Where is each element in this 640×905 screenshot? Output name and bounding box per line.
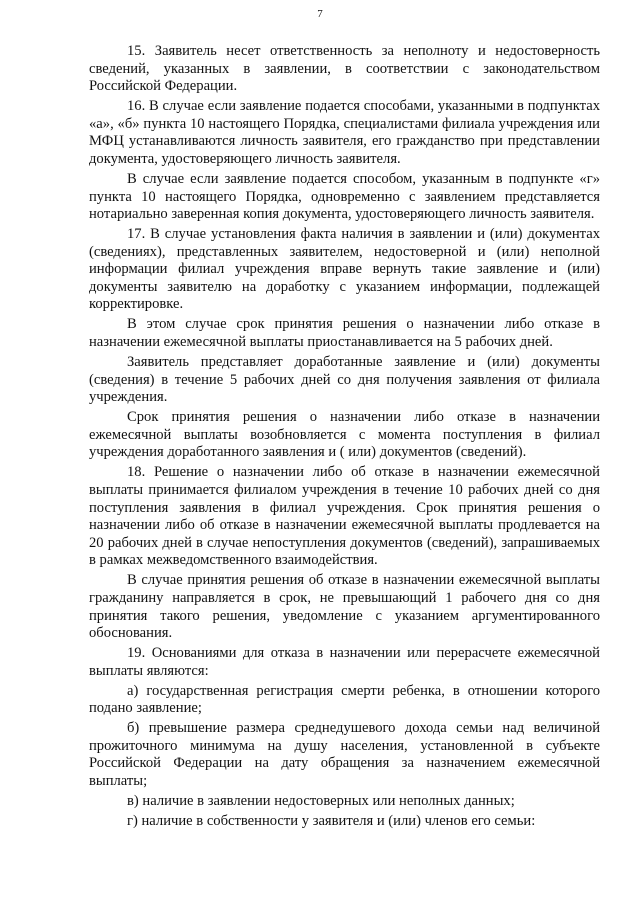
- paragraph-17: 17. В случае установления факта наличия в заявлении и (или) документах (сведениях), представленных заявителем, недостоверной и (или) неполной информации филиал учреждения вправе вернуть такие заявление и (или) документы заявителю на доработку с указанием информации, подлежащей корректировке.: [89, 226, 600, 313]
- document-body: [89, 43, 600, 831]
- paragraph-19: 19. Основаниями для отказа в назначении или перерасчете ежемесячной выплаты являются:: [89, 645, 600, 679]
- list-item-b: б) превышение размера среднедушевого дохода семьи над величиной прожиточного минимума на душу населения, установленной в субъекте Российской Федерации на дату обращения за назначением ежемесячной выплаты;: [89, 720, 600, 790]
- page-number: 7: [317, 8, 323, 20]
- paragraph-16: 16. В случае если заявление подается способами, указанными в подпунктах «а», «б» пункта 10 настоящего Порядка, специалистами филиала учреждения или МФЦ устанавливаются личность заявителя, его гражданство при представлении документа, удостоверяющего личность заявителя.: [89, 98, 600, 167]
- list-item-g: г) наличие в собственности у заявителя и (или) членов его семьи:: [127, 813, 536, 830]
- list-item-a: а) государственная регистрация смерти ребенка, в отношении которого подано заявление;: [89, 682, 600, 717]
- list-item-v: в) наличие в заявлении недостоверных или неполных данных;: [127, 793, 515, 810]
- paragraph-15: 15. Заявитель несет ответственность за неполноту и недостоверность сведений, указанных в заявлении, в соответствии с законодательством Российской Федерации.: [89, 43, 600, 95]
- paragraph-18-refusal-notice: В случае принятия решения об отказе в назначении ежемесячной выплаты гражданину направляется в срок, не превышающий 1 рабочего дня со дня принятия такого решения, уведомление с указанием аргументированного обоснования.: [89, 572, 600, 642]
- paragraph-17-suspension: В этом случае срок принятия решения о назначении либо отказе в назначении ежемесячной выплаты приостанавливается на 5 рабочих дней.: [89, 316, 600, 351]
- paragraph-17-resumption: Срок принятия решения о назначении либо отказе в назначении ежемесячной выплаты возобновляется с момента поступления в филиал учреждения доработанного заявления и ( или) документов (сведений).: [89, 409, 600, 461]
- paragraph-18: 18. Решение о назначении либо об отказе в назначении ежемесячной выплаты принимается филиалом учреждения в течение 10 рабочих дней со дня поступления заявления в филиал учреждения. Срок принятия решения о назначении либо об отказе в назначении ежемесячной выплаты продлевается на 20 рабочих дней в случае непоступления документов (сведений), запрашиваемых в рамках межведомственного взаимодействия.: [89, 464, 600, 569]
- paragraph-17-resubmission: Заявитель представляет доработанные заявление и (или) документы (сведения) в течение 5 рабочих дней со дня получения заявления от филиала учреждения.: [89, 354, 600, 406]
- paragraph-16-notary-copy: В случае если заявление подается способом, указанным в подпункте «г» пункта 10 настоящего Порядка, одновременно с заявлением представляется нотариально заверенная копия документа, удостоверяющего личность заявителя.: [89, 170, 600, 223]
